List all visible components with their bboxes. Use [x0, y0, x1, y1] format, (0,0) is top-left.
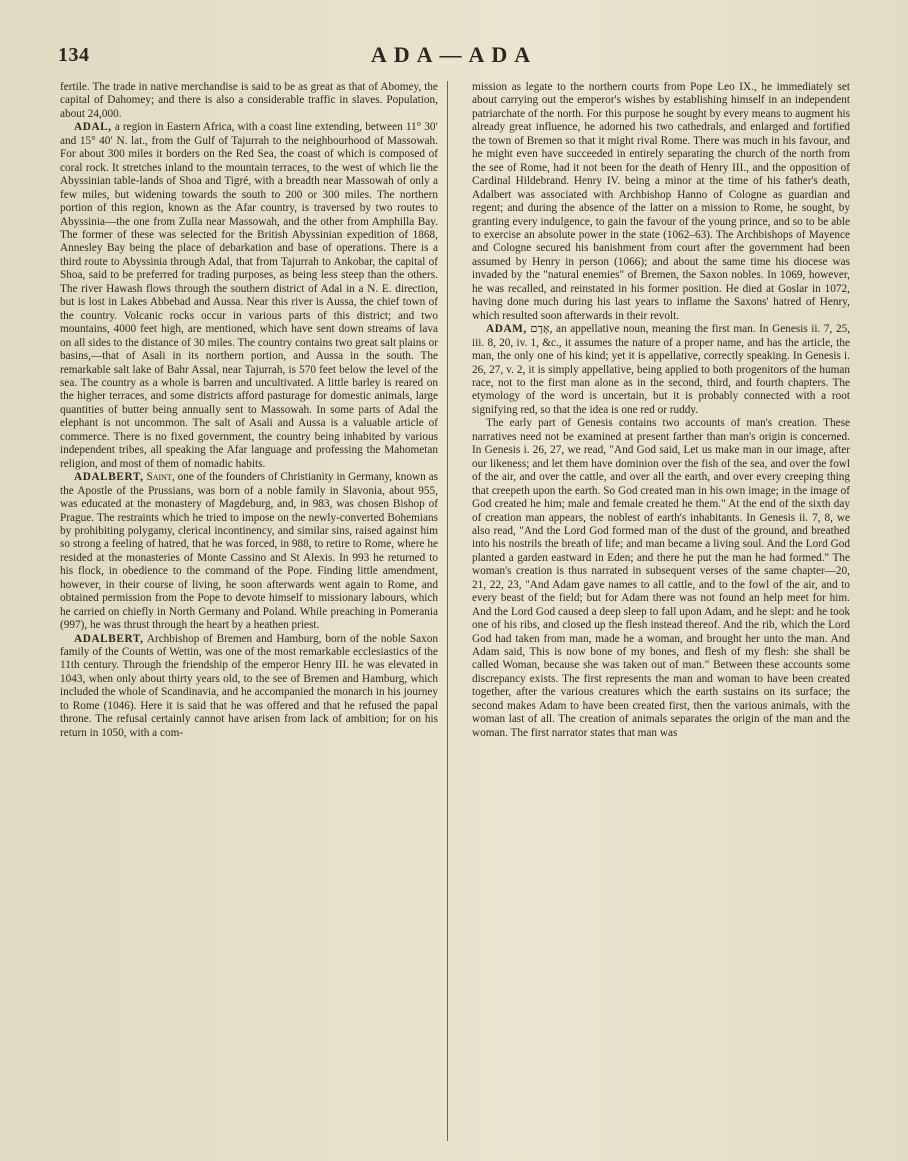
right-paragraph-continuation: mission as legate to the northern courts from Pope Leo IX., he immediately set about carrying out the emperor's wishes by establishing himself in an independent patriarchate of the north. For this purpose he sought by every means to augment his already great influence, he adorned his two cathedrals, and enlarged and fortified the town of Bremen so that it might rival Rome. There was much in his favour, and he might even have succeeded in entirely separating the church of the north from the see of Rome, had it not been for the death of Henry III., and the opposition of Cardinal Hildebrand. Henry IV. being a minor at the time of his father's death, Adalbert was associated with Archbishop Hanno of Cologne as guardian and regent; and during the absence of the latter on a mission to Rome, he sought, by granting every indulgence, to gain the favour of the young prince, and so to be able to exercise an absolute power in the state (1062–63). The Archbishops of Mayence and Cologne secured his banishment from court after the government had been assumed by Henry in person (1066); and about the same time his diocese was invaded by the "natural enemies" of Bremen, the Saxon nobles. In 1069, however, he was recalled, and reinstated in his former position. He died at Goslar in 1072, having done much during his last years to inflame the Saxons' hatred of Henry, which resulted soon afterwards in their revolt. — [472, 81, 850, 322]
entry-adalbert-archbishop-text: Archbishop of Bremen and Hamburg, born of the noble Saxon family of the Counts of Wettin, was one of the most remarkable ecclesiastics of the 11th century. Through the friendship of the emperor Henry III. he was elevated in 1043, when only about thirty years old, to the see of Bremen and Hamburg, which included the whole of Scandinavia, and he accompanied the monarch in his journey to Rome (1046). Here it is said that he was offered and that he refused the papal throne. The refusal certainly cannot have arisen from lack of ambition; for on his return in 1050, with a com- — [60, 632, 438, 739]
headword-adal: ADAL, — [74, 121, 112, 134]
right-column — [472, 81, 850, 1149]
entry-adal — [60, 121, 438, 471]
title-saint: Saint — [146, 471, 172, 484]
entry-adal-text: a region in Eastern Africa, with a coast line extending, between 11° 30′ and 15° 40′ N. lat., from the Gulf of Tajurrah to the neighbourhood of Massowah. For about 300 miles it borders on the Red Sea, the coast of which is composed of coral rock. It stretches inland to the mountain terraces, to the west of which lie the Abyssinian table-lands of Shoa and Tigré, with a breadth near Massowah of only a few miles, but widening towards the south to 200 or 300 miles. The northern portion of this region, known as the Afar country, is traversed by two routes to Abyssinia—the one from Zulla near Massowah, and the other from Amphilla Bay. The former of these was selected for the British Abyssinian expedition of 1868, Annesley Bay being the place of debarkation and base of operations. There is a third route to Abyssinia through Adal, that from Tajurrah to Ankobar, the capital of Shoa, said to be preferred for trading purposes, as being less steep than the others. The river Hawash flows through the southern district of Adal in a N. E. direction, but is lost in Lakes Abbebad and Aussa. Near this river is Aussa, the chief town of the country. Volcanic rocks occur in various parts of this district; and two mountains, 4000 feet high, are mentioned, which have sent down streams of lava on all sides to the distance of 30 miles. The country contains two great salt plains or basins,—that of Asali in its northern portion, and Aussa in the south. The remarkable salt lake of Bahr Assal, near Tajurrah, is 570 feet below the level of the sea. The country as a whole is barren and uncultivated. A little barley is reared on the higher terraces, and some districts afford pasturage for domestic animals, large quantities of butter being annually sent to Massowah. In some parts of Adal the elephant is not uncommon. The salt of Asali and Aussa is a valuable article of commerce. There is no fixed government, the country being inhabited by various independent tribes, all speaking the Afar language and professing the Mahometan religion, and most of them of nomadic habits. — [60, 121, 438, 470]
left-column — [60, 81, 438, 1149]
entry-adalbert-saint — [60, 471, 438, 632]
headword-adalbert-saint: ADALBERT, — [74, 471, 144, 484]
entry-adalbert-saint-text: , one of the founders of Christianity in Germany, known as the Apostle of the Prussians, was born of a noble family in Slavonia, about 955, was educated at the monastery of Magdeburg, and, in 983, was chosen Bishop of Prague. The restraints which he tried to impose on the newly-converted Bohemians by prohibiting polygamy, clerical incontinency, and similar sins, raised against him so strong a feeling of hatred, that he was forced, in 988, to retire to Rome, where he resided at the monasteries of Monte Cassino and St Alexis. In 993 he returned to his flock, in obedience to the command of the Pope. Finding little amendment, however, in their course of living, he soon afterwards went again to Rome, and obtained permission from the Pope to devote himself to missionary labours, which he carried on chiefly in North Germany and Poland. While preaching in Pomerania (997), he was thrust through the heart by a heathen priest. — [60, 471, 438, 632]
column-divider — [447, 81, 448, 1141]
text-columns — [60, 81, 850, 1149]
headword-adam: ADAM, — [486, 323, 527, 336]
paragraph-genesis-accounts: The early part of Genesis contains two accounts of man's creation. These narratives need not be examined at present farther than man's origin is concerned. In Genesis i. 26, 27, we read, "And God said, Let us make man in our image, after our likeness; and let them have dominion over the fish of the sea, and over the fowl of the air, and over the cattle, and over all the earth, and over every creeping thing that creepeth upon the earth. So God created man in his own image; in the image of God created he him; male and female created he them." At the end of the sixth day of creation man appears, the noblest of earth's inhabitants. In Genesis ii. 7, 8, we also read, "And the Lord God formed man of the dust of the ground, and breathed into his nostrils the breath of life; and man became a living soul. And the Lord God planted a garden eastward in Eden; and there he put the man he had formed." The woman's creation is thus narrated in subsequent verses of the same chapter—20, 21, 22, 23, "And Adam gave names to all cattle, and to the fowl of the air, and to every beast of the field; but for Adam there was not found an help meet for him. And the Lord God caused a deep sleep to fall upon Adam, and he slept: and he took one of his ribs, and closed up the flesh instead thereof. And the rib, which the Lord God had taken from man, made he a woman, and brought her unto the man. And Adam said, This is now bone of my bones, and flesh of my flesh: she shall be called Woman, because she was taken out of man." Between these accounts some discrepancy exists. The first represents the man and woman to have been created together, after the various creatures which the earth sustains on its surface; the second makes Adam to have been created first, then the various animals, with the woman last of all. The creation of animals separates the origin of the man and the woman. The first narrator states that man was — [472, 417, 850, 739]
entry-adalbert-archbishop — [60, 633, 438, 741]
page-number: 134 — [58, 44, 90, 66]
left-paragraph-fertile: fertile. The trade in native merchandise is said to be as great as that of Abomey, the capital of Dahomey; and there is also a considerable traffic in slaves. Population, about 24,000. — [60, 81, 438, 120]
entry-adam-text: אָדָם, an appellative noun, meaning the first man. In Genesis ii. 7, 25, iii. 8, 20, iv. 1, &c., it assumes the nature of a proper name, and has the article, the man, the only one of his kind; yet it is appellative, correctly speaking. In Genesis i. 26, 27, v. 2, it is simply appellative, being applied to both progenitors of the human race, not to the first man alone as in the second, third, and fourth chapters. The etymology of the word is uncertain, but it is probably connected with a root signifying red, so that the idea is one red or ruddy. — [472, 323, 850, 416]
entry-adam — [472, 323, 850, 417]
headword-adalbert-archbishop: ADALBERT, — [74, 632, 144, 645]
running-head: ADA—ADA — [370, 42, 538, 67]
